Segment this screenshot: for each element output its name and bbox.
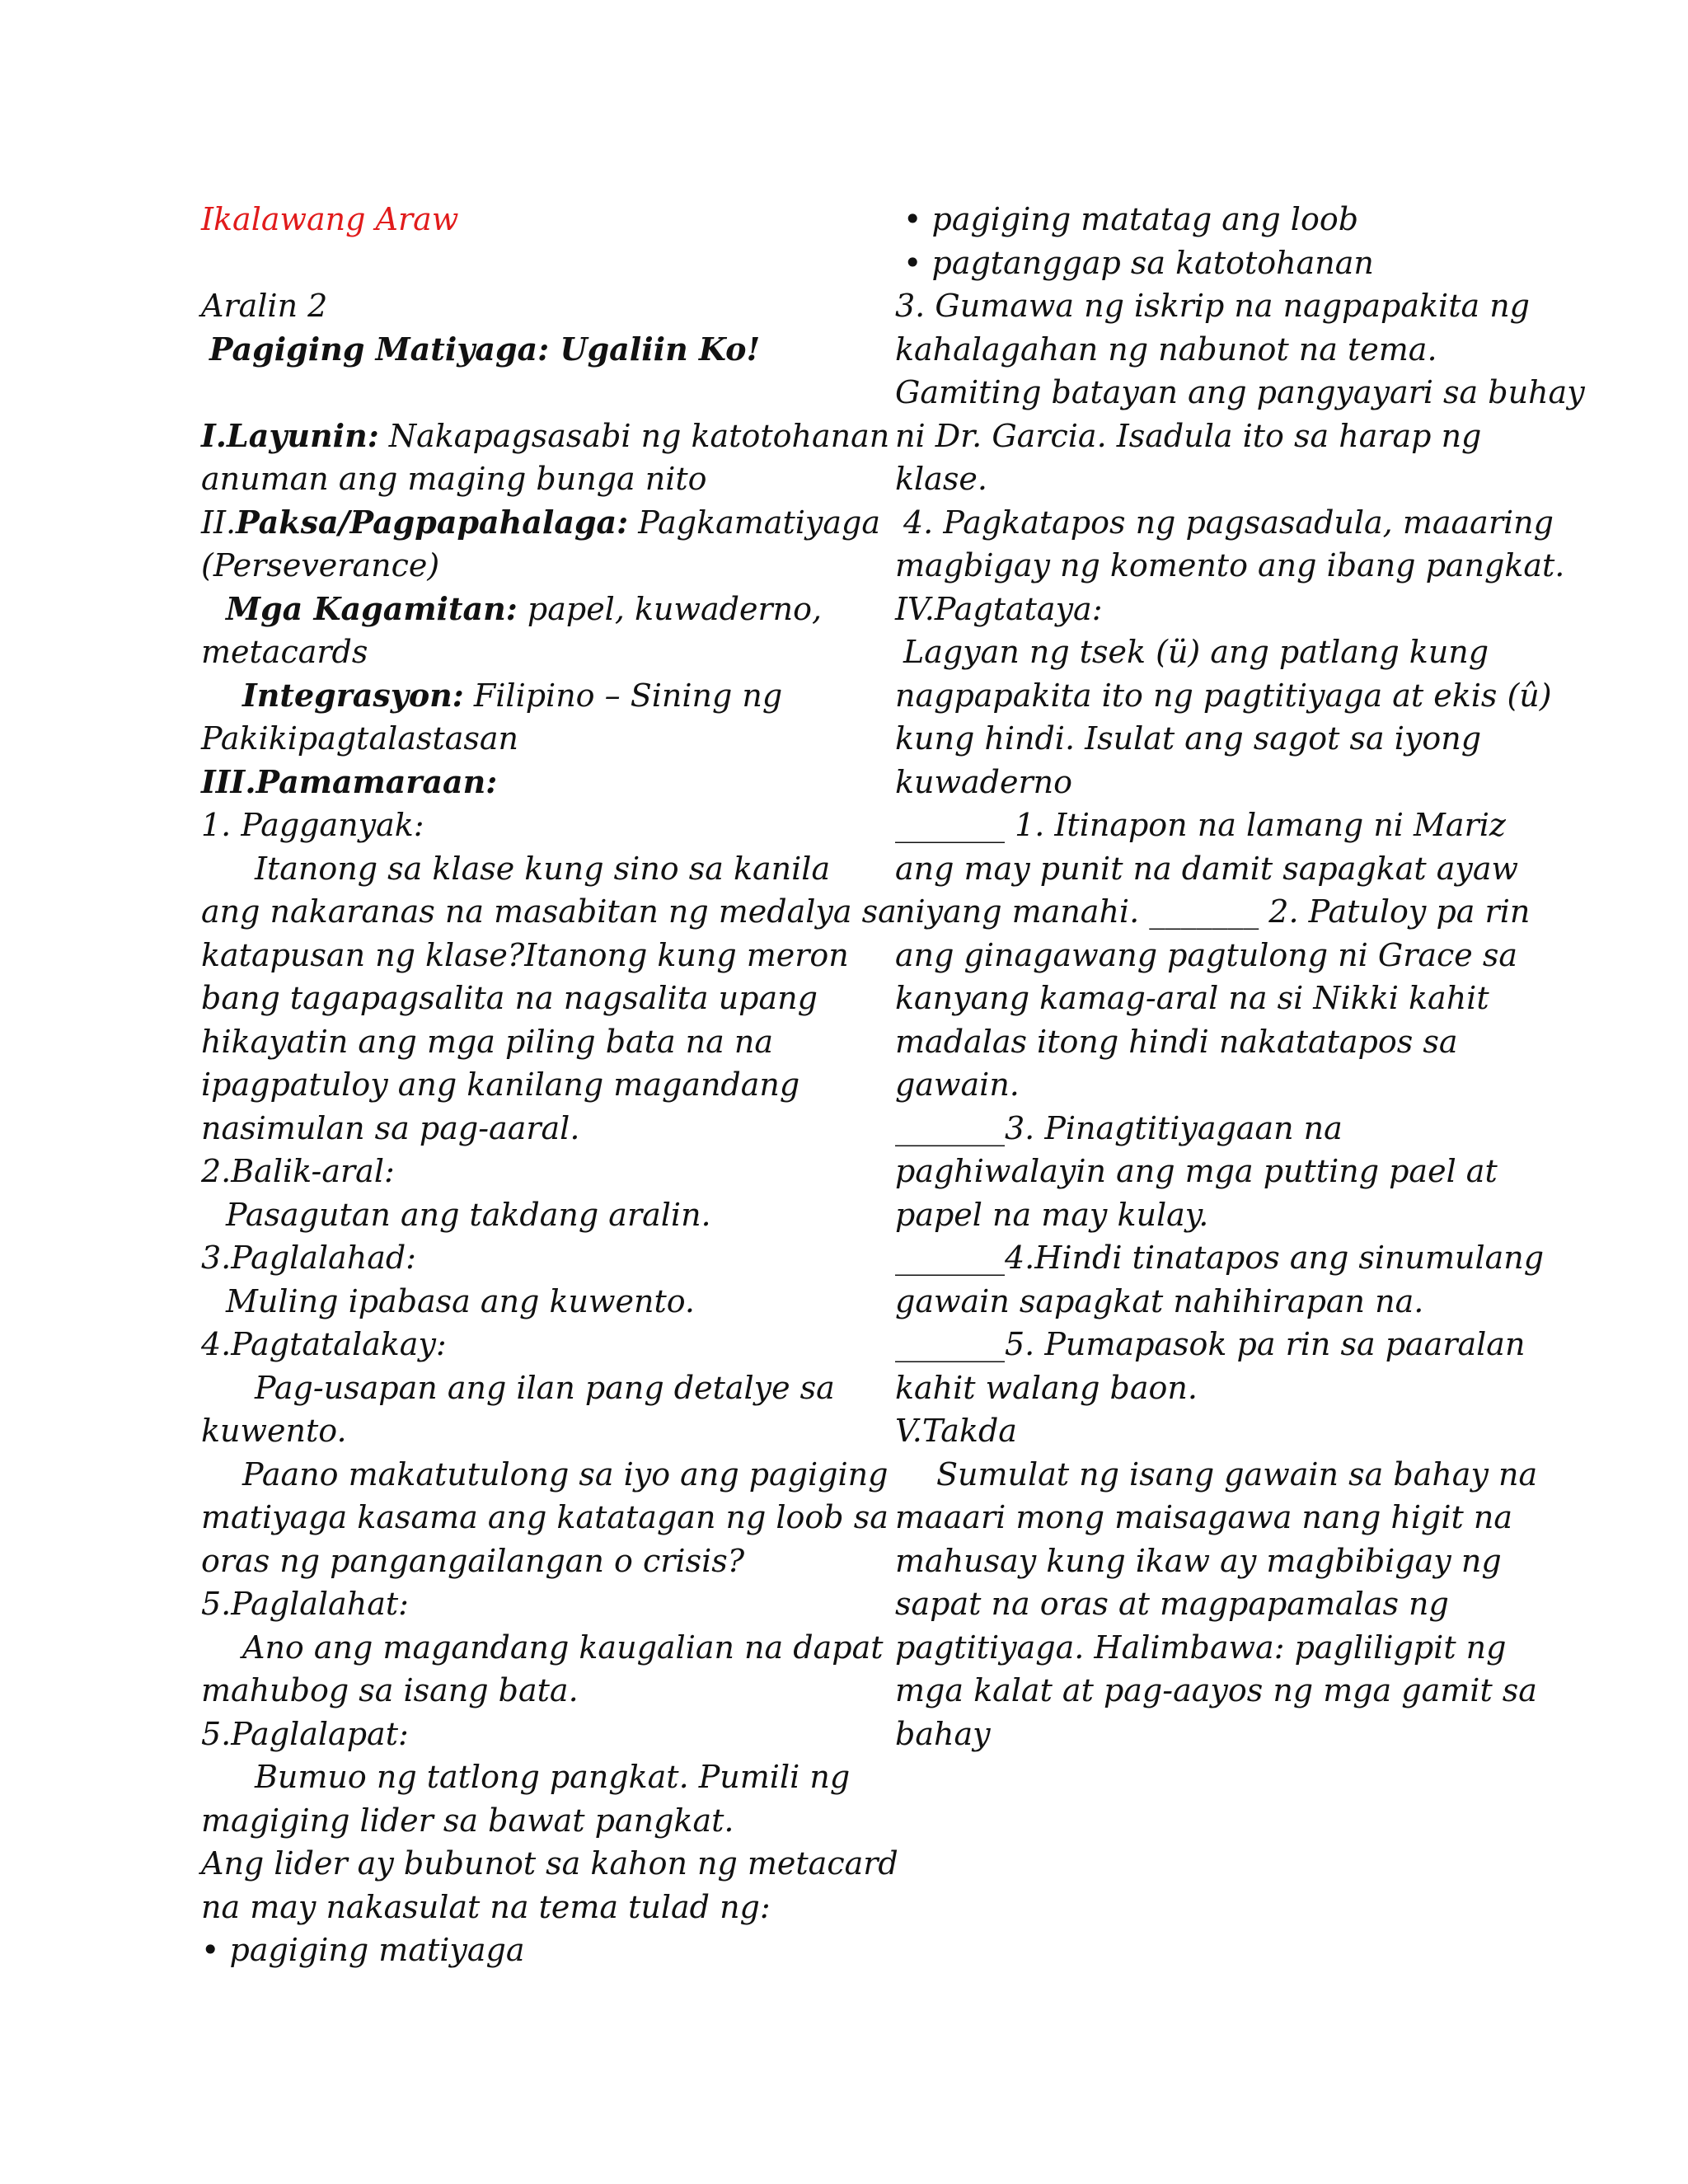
left-column [201, 198, 898, 1972]
takda-text: bahay [895, 1715, 991, 1752]
lesson-number: Aralin 2 [201, 288, 328, 324]
pamamaraan-heading: III.Pamamaraan: [201, 762, 498, 800]
paglalahat-heading: 5.Paglalahat: [201, 1586, 409, 1622]
kagamitan-text-cont: metacards [201, 634, 368, 670]
test-item-2: niyang manahi. _______ 2. Patuloy pa rin [895, 893, 1531, 930]
paglalapat-text: magiging lider sa bawat pangkat. [201, 1802, 734, 1839]
test-item-2: kanyang kamag-aral na si Nikki kahit [895, 980, 1489, 1016]
takda-heading: V.Takda [895, 1413, 1017, 1449]
spacer [201, 371, 828, 415]
pagtataya-instructions: Lagyan ng tsek (ü) ang patlang kung [903, 634, 1489, 670]
paglalapat-text: Ang lider ay bubunot sa kahon ng metacard [201, 1845, 898, 1882]
bullet-item: • pagiging matatag ang loob [903, 201, 1359, 237]
test-item-5: _______5. Pumapasok pa rin sa paaralan [895, 1326, 1526, 1362]
lesson-title: Pagiging Matiyaga: Ugaliin Ko! [209, 330, 761, 368]
paglalapat-step-4: magbigay ng komento ang ibang pangkat. [895, 547, 1565, 583]
paglalahat-text: mahubog sa isang bata. [201, 1672, 579, 1708]
test-item-4: _______4.Hindi tinatapos ang sinumulang [895, 1240, 1545, 1276]
paglalahad-heading: 3.Paglalahad: [201, 1240, 416, 1276]
paksa-label: Paksa/Pagpapahalaga: [236, 503, 629, 541]
pagganyak-text: nasimulan sa pag-aaral. [201, 1109, 580, 1146]
paglalapat-text: na may nakasulat na tema tulad ng: [201, 1888, 771, 1925]
bullet-item: • pagtanggap sa katotohanan [903, 244, 1374, 281]
integrasyon-line [201, 674, 828, 718]
test-item-3: papel na may kulay. [895, 1196, 1209, 1233]
test-item-2: ang ginagawang pagtulong ni Grace sa [895, 936, 1518, 973]
day-heading: Ikalawang Araw [201, 201, 459, 237]
paglalapat-step-3: 3. Gumawa ng iskrip na nagpapakita ng [895, 288, 1531, 324]
pagtatalakay-heading: 4.Pagtatalakay: [201, 1326, 447, 1362]
balik-aral-heading: 2.Balik-aral: [201, 1153, 395, 1189]
test-item-2: madalas itong hindi nakatatapos sa [895, 1023, 1458, 1060]
layunin-text: Nakapagsasabi ng katotohanan [378, 417, 890, 454]
pagtatalakay-text: Paano makatutulong sa iyo ang pagiging [242, 1455, 889, 1493]
layunin-line [201, 415, 890, 458]
paglalahat-text: Ano ang magandang kaugalian na dapat [242, 1629, 884, 1666]
pagtatalakay-text: matiyaga kasama ang katatagan ng loob sa [201, 1499, 889, 1535]
paglalapat-text: Bumuo ng tatlong pangkat. Pumili ng [255, 1759, 851, 1795]
paksa-line [201, 501, 880, 545]
bullet-item: • pagiging matiyaga [201, 1932, 525, 1968]
paglalapat-step-3: kahalagahan ng nabunot na tema. [895, 330, 1437, 368]
pagganyak-text: hikayatin ang mga piling bata na na [201, 1023, 774, 1060]
pagtatalakay-text: Pag-usapan ang ilan pang detalye sa [255, 1369, 835, 1406]
takda-text: maaari mong maisagawa nang higit na [895, 1499, 1513, 1535]
pagtataya-instructions: kuwaderno [895, 763, 1073, 800]
pagganyak-text: Itanong sa klase kung sino sa kanila [255, 850, 831, 887]
right-column [895, 198, 1585, 1755]
paksa-prefix: II. [201, 504, 237, 541]
paglalapat-step-3: klase. [895, 461, 987, 497]
pagtatalakay-text: kuwento. [201, 1413, 347, 1449]
kagamitan-text: papel, kuwaderno, [517, 590, 823, 627]
layunin-label: I.Layunin: [201, 416, 379, 454]
layunin-text-cont: anuman ang maging bunga nito [201, 461, 707, 497]
paglalapat-heading: 5.Paglalapat: [201, 1715, 409, 1752]
balik-aral-text: Pasagutan ang takdang aralin. [226, 1196, 711, 1233]
test-item-4: gawain sapagkat nahihirapan na. [895, 1282, 1424, 1319]
kagamitan-label: Mga Kagamitan: [226, 589, 518, 627]
pagganyak-text: bang tagapagsalita na nagsalita upang [201, 980, 818, 1016]
integrasyon-text: Filipino – Sining ng [463, 677, 783, 714]
kagamitan-line [201, 588, 828, 631]
integrasyon-text-cont: Pakikipagtalastasan [201, 720, 518, 757]
paglalapat-step-4: 4. Pagkatapos ng pagsasadula, maaaring [903, 504, 1554, 541]
pagtataya-instructions: nagpapakita ito ng pagtitiyaga at ekis (û) [895, 677, 1552, 714]
paglalahad-text: Muling ipabasa ang kuwento. [226, 1282, 695, 1319]
test-item-1: ang may punit na damit sapagkat ayaw [895, 850, 1519, 887]
pagganyak-text: ang nakaranas na masabitan ng medalya sa [201, 893, 897, 930]
integrasyon-label: Integrasyon: [242, 676, 464, 714]
pagganyak-heading: 1. Pagganyak: [201, 807, 424, 843]
paksa-text-cont: (Perseverance) [201, 547, 440, 583]
pagtataya-instructions: kung hindi. Isulat ang sagot sa iyong [895, 720, 1482, 757]
takda-text: Sumulat ng isang gawain sa bahay na [936, 1455, 1538, 1493]
test-item-2: gawain. [895, 1066, 1020, 1103]
test-item-3: paghiwalayin ang mga putting pael at [895, 1153, 1498, 1189]
paksa-text: Pagkamatiyaga [628, 504, 880, 541]
takda-text: mga kalat at pag-aayos ng mga gamit sa [895, 1672, 1537, 1708]
test-item-3: _______3. Pinagtitiyagaan na [895, 1109, 1343, 1146]
takda-text: sapat na oras at magpapamalas ng [895, 1586, 1449, 1622]
paglalapat-step-3: ni Dr. Garcia. Isadula ito sa harap ng [895, 417, 1482, 454]
pagganyak-text: katapusan ng klase?Itanong kung meron [201, 936, 849, 973]
takda-text: pagtitiyaga. Halimbawa: pagliligpit ng [895, 1629, 1507, 1666]
test-item-5: kahit walang baon. [895, 1369, 1198, 1406]
pagganyak-text: ipagpatuloy ang kanilang magandang [201, 1066, 800, 1103]
takda-text: mahusay kung ikaw ay magbibigay ng [895, 1542, 1502, 1579]
pagtatalakay-text: oras ng pangangailangan o crisis? [201, 1542, 745, 1579]
test-item-1: _______ 1. Itinapon na lamang ni Mariz [895, 807, 1506, 843]
spacer [201, 241, 828, 285]
paglalapat-step-3: Gamiting batayan ang pangyayari sa buhay [895, 374, 1585, 410]
pagtataya-heading: IV.Pagtataya: [895, 590, 1103, 627]
